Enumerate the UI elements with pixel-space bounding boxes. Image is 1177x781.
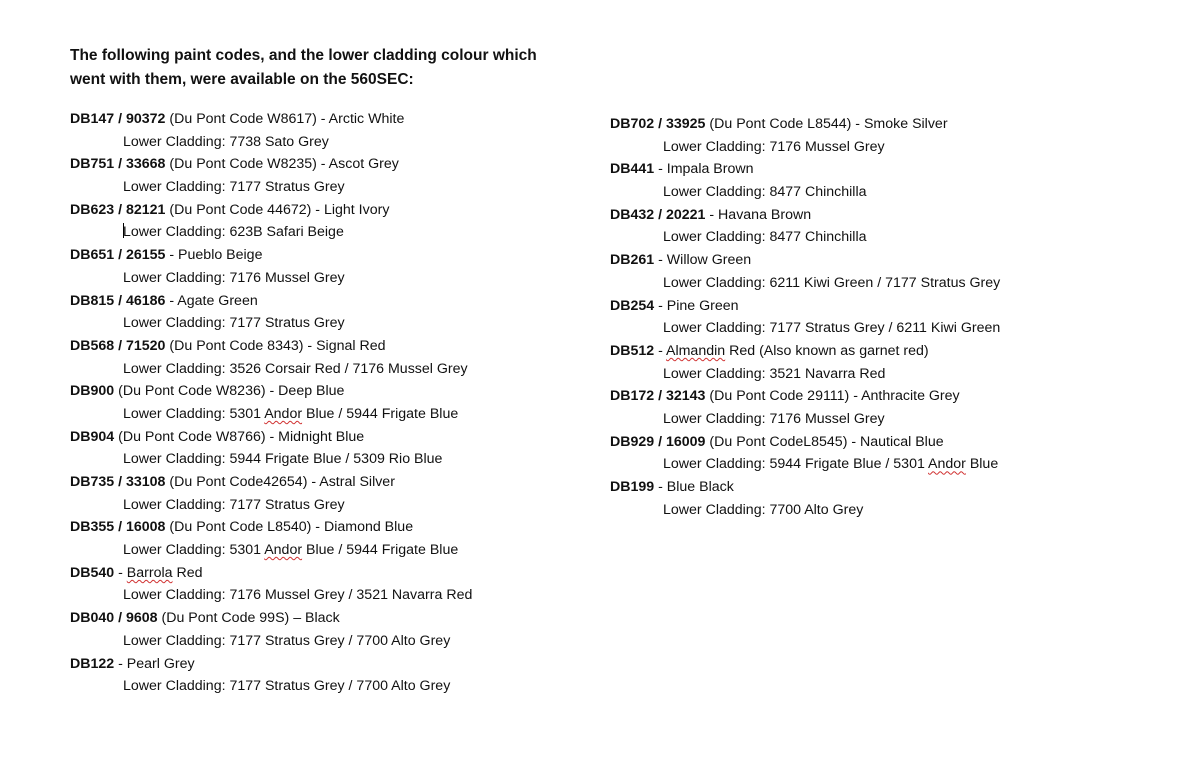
paint-code: DB929 / 16009 [610,433,706,450]
paint-entry [70,335,472,380]
paint-entry [610,476,1000,521]
lower-cladding-line: Lower Cladding: 7177 Stratus Grey / 7700 Alto Grey [123,678,451,695]
lower-cladding-line: Lower Cladding: 7177 Stratus Grey [123,496,345,513]
lower-cladding-line: Lower Cladding: 6211 Kiwi Green / 7177 Stratus Grey [663,274,1001,291]
lower-cladding-line: Lower Cladding: 3521 Navarra Red [663,365,886,382]
paint-code-line [70,516,472,539]
paint-description: (Du Pont Code42654) - Astral Silver [165,474,395,490]
paint-entry [70,516,472,561]
description-pre: - [114,564,127,581]
paint-description: (Du Pont Code W8766) - Midnight Blue [114,428,365,445]
paint-code-line [70,108,472,131]
paint-code-line [70,244,472,267]
paint-code-line [610,158,1000,181]
paint-code-line [70,471,472,494]
lower-cladding-line: Lower Cladding: 7176 Mussel Grey [663,410,885,427]
lower-cladding-line [610,453,1000,476]
spellcheck-flagged-word[interactable]: Andor [264,405,303,422]
heading-line-2: went with them, were available on the 560SEC: [70,71,414,88]
paint-entry [70,199,472,244]
paint-entry [70,653,472,698]
paint-code-line [70,380,472,403]
paint-description: (Du Pont Code W8236) - Deep Blue [114,383,345,400]
cladding-text-post: Blue / 5944 Frigate Blue [302,542,459,559]
paint-description: - Pine Green [654,297,739,314]
description-post: Red [172,564,203,581]
paint-entry [70,244,472,289]
paint-code-line [70,426,472,449]
lower-cladding-line: Lower Cladding: 7177 Stratus Grey [123,315,345,332]
paint-code-line [70,562,472,585]
cladding-text-pre: Lower Cladding: 5301 [123,542,265,559]
paint-code: DB702 / 33925 [610,116,706,132]
paint-description: - Willow Green [654,252,752,269]
paint-description: (Du Pont Code W8617) - Arctic White [165,111,405,127]
paint-description: (Du Pont Code 44672) - Light Ivory [165,201,390,218]
paint-code-line [610,340,1000,363]
paint-code-line [610,204,1000,227]
paint-entry [70,471,472,516]
paint-code: DB122 [70,655,115,672]
paint-description: - Blue Black [654,479,734,495]
paint-code-line [610,476,1000,499]
lower-cladding-text: Lower Cladding: 623B Safari Beige [123,224,344,241]
paint-code: DB735 / 33108 [70,474,166,490]
paint-entry [610,204,1000,249]
paint-code: DB441 [610,161,655,178]
paint-code: DB261 [610,252,655,269]
lower-cladding-line: Lower Cladding: 7177 Stratus Grey [123,179,345,196]
heading-line-1: The following paint codes, and the lower cladding colour which [70,47,537,64]
paint-entry [610,158,1000,203]
spellcheck-flagged-word[interactable]: Andor [928,456,966,473]
spellcheck-flagged-word[interactable]: Almandin [666,342,726,359]
paint-description: (Du Pont Code W8235) - Ascot Grey [165,156,399,173]
lower-cladding-line: Lower Cladding: 8477 Chinchilla [663,184,867,201]
lower-cladding-line: Lower Cladding: 7177 Stratus Grey / 6211 Kiwi Green [663,320,1001,337]
paint-code-line [70,653,472,676]
paint-code: DB512 [610,342,655,359]
lower-cladding-line[interactable] [70,221,472,244]
paint-code: DB815 / 46186 [70,292,166,309]
paint-description: - Pueblo Beige [165,247,263,264]
cladding-text-pre: Lower Cladding: 5944 Frigate Blue / 5301 [663,456,929,473]
paint-entry [610,113,1000,158]
cladding-text-post: Blue / 5944 Frigate Blue [302,405,459,422]
paint-description: - Agate Green [165,292,258,309]
paint-description: (Du Pont Code 29111) - Anthracite Grey [705,388,960,405]
lower-cladding-line: Lower Cladding: 7176 Mussel Grey [123,269,345,286]
description-post: Red (Also known as garnet red) [725,342,929,359]
paint-code-line [70,153,472,176]
paint-entry [70,153,472,198]
paint-description: - Impala Brown [654,161,754,178]
paint-code-line [70,199,472,222]
paint-code: DB254 [610,297,655,314]
paint-code-line [70,607,472,630]
lower-cladding-line [70,539,472,562]
paint-code-line [610,431,1000,454]
paint-code: DB900 [70,383,115,400]
lower-cladding-line: Lower Cladding: 7700 Alto Grey [663,501,864,518]
paint-list-right [610,113,1000,521]
paint-entry [70,562,472,607]
paint-entry [610,431,1000,476]
paint-description: (Du Pont Code L8544) - Smoke Silver [705,116,948,132]
paint-entry [610,295,1000,340]
paint-entry [70,607,472,652]
paint-entry [610,340,1000,385]
paint-code: DB651 / 26155 [70,247,166,264]
paint-entry [70,108,472,153]
spellcheck-flagged-word[interactable]: Andor [264,542,303,559]
paint-code-line [610,113,1000,136]
paint-code-line [610,385,1000,408]
paint-code: DB568 / 71520 [70,337,166,354]
paint-code: DB355 / 16008 [70,519,166,536]
cladding-text-post: Blue [965,456,999,473]
paint-entry [70,380,472,425]
paint-code-line [70,290,472,313]
paint-entry [610,249,1000,294]
paint-entry [70,426,472,471]
paint-code: DB540 [70,564,115,581]
document-heading [70,44,590,92]
lower-cladding-line: Lower Cladding: 3526 Corsair Red / 7176 Mussel Grey [123,360,468,377]
lower-cladding-line: Lower Cladding: 7176 Mussel Grey / 3521 Navarra Red [123,587,473,604]
paint-description: - Havana Brown [705,206,812,223]
paint-code: DB172 / 32143 [610,388,706,405]
paint-description: (Du Pont Code 99S) – Black [157,610,340,627]
paint-description: - Pearl Grey [114,655,195,672]
paint-code: DB432 / 20221 [610,206,706,223]
paint-code: DB904 [70,428,115,445]
lower-cladding-line: Lower Cladding: 8477 Chinchilla [663,229,867,246]
cladding-text-pre: Lower Cladding: 5301 [123,405,265,422]
paint-code-line [610,249,1000,272]
paint-entry [70,290,472,335]
paint-code: DB751 / 33668 [70,156,166,173]
lower-cladding-line: Lower Cladding: 7176 Mussel Grey [663,138,885,155]
paint-description: (Du Pont Code 8343) - Signal Red [165,337,386,354]
paint-description: (Du Pont CodeL8545) - Nautical Blue [705,433,944,450]
paint-code: DB623 / 82121 [70,201,166,218]
paint-code-line [70,335,472,358]
lower-cladding-line: Lower Cladding: 5944 Frigate Blue / 5309 Rio Blue [123,451,443,468]
lower-cladding-line: Lower Cladding: 7177 Stratus Grey / 7700 Alto Grey [123,632,451,649]
lower-cladding-line: Lower Cladding: 7738 Sato Grey [123,133,329,150]
spellcheck-flagged-word[interactable]: Barrola [126,564,173,581]
paint-list-left [70,108,472,698]
paint-code-line [610,295,1000,318]
paint-description: (Du Pont Code L8540) - Diamond Blue [165,519,414,536]
paint-entry [610,385,1000,430]
paint-code: DB147 / 90372 [70,111,166,127]
lower-cladding-line [70,403,472,426]
description-pre: - [654,342,666,359]
paint-code: DB040 / 9608 [70,610,158,627]
paint-code: DB199 [610,479,655,495]
